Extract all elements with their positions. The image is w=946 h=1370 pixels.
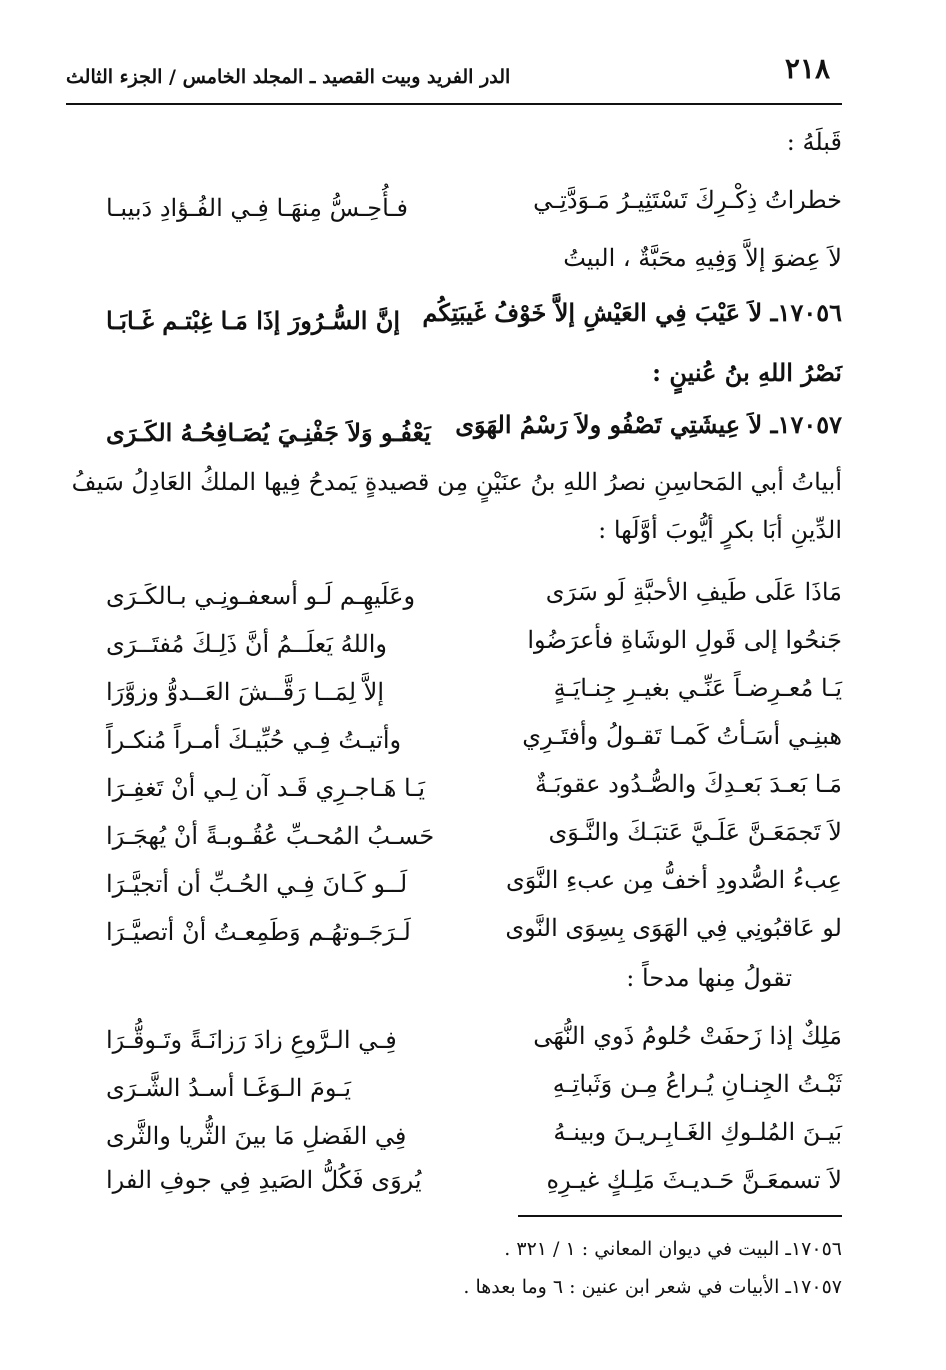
page-header xyxy=(66,44,842,98)
footnote-17057: ١٧٠٥٧ـ الأبيات في شعر ابن عنين : ٦ وما بعدها . xyxy=(463,1276,842,1298)
poem2-verse-4-left: يُروَى فَكُلُّ الصَيدِ فِي جوفِ الفرا xyxy=(106,1166,422,1194)
verse-a-tail: لاَ عِضوَ إلاَّ وَفِيهِ محَبَّةٌ ، البيتُ xyxy=(563,244,842,272)
poem1-verse-3-left: إلاَّ لِمَــا رَقَّــشَ العَــدوُّ وزوَّرَا xyxy=(106,678,384,706)
verse-17056-right: ١٧٠٥٦ـ لاَ عَيْبَ فِي العَيْشِ إلاَّ خَوْفُ غَيبَتِكُم xyxy=(422,298,842,327)
intro-label: قَبلَهُ : xyxy=(786,128,842,156)
footnote-17056: ١٧٠٥٦ـ البيت في ديوان المعاني : ١ / ٣٢١ . xyxy=(504,1238,842,1260)
poet-label: نَصْرُ اللهِ بنُ عُنينٍ : xyxy=(652,358,842,387)
poem1-verse-4-right: هبنِـي أسَـأتُ كَمـا تَقـولُ وأفتَـرِي xyxy=(522,722,842,750)
verse-a-right: خطراتُ ذِكْـرِكَ تَسْتَثِيـرُ مَـوَدَّتِـي xyxy=(533,186,842,214)
poem2-verse-3-left: فِي الفَضلِ مَا بينَ الثُّريا والثَّرى xyxy=(106,1122,407,1150)
poem1-verse-1-left: وعَلَيهِـم لَـو أسعفـونِـي بـالكَـرَى xyxy=(106,582,416,610)
poem2-verse-2-left: يَـومَ الـوَغَـا أسـدُ الشَّـرَى xyxy=(106,1074,352,1102)
poem1-verse-3-right: يَـا مُعـرِضـاً عَنِّـي بغيـرِ جِنـايَـةٍ xyxy=(553,674,842,702)
verse-a-left: فـأُحِـسُّ مِنهَـا فِـي الفُـؤادِ دَبيبـا xyxy=(106,194,408,222)
poem2-verse-1-left: فِـي الـرَّوعِ زادَ رَزانَـةً وتَـوقُّـرَا xyxy=(106,1026,397,1054)
poem1-verse-4-left: وأتيـتُ فِـي حُبِّيـكَ أمـراً مُنكـراً xyxy=(106,726,402,754)
header-divider xyxy=(66,103,842,105)
running-title: الدر الفريد وبيت القصيد ـ المجلد الخامس / الجزء الثالث xyxy=(66,66,511,88)
poem1-verse-2-right: جَنحُوا إلى قَولِ الوشَاةِ فأعرَضُوا xyxy=(527,626,842,654)
praise-label: تقولُ مِنها مدحاً : xyxy=(626,964,792,992)
poem2-verse-3-right: بَيـنَ المُلـوكِ الغَـابِـريـنَ وبينـهُ xyxy=(553,1118,842,1146)
poem1-verse-2-left: واللهُ يَعلَــمُ أنَّ ذَلِـكَ مُفتَــرَى xyxy=(106,630,388,658)
verse-17057-left: يَعْفُـو وَلاَ جَفْنِـيَ يُصَـافِحُـهُ الكَـرَى xyxy=(106,418,431,447)
poem1-verse-7-left: لَــو كَـانَ فِـي الحُـبِّ أن أتجيَّـرَا xyxy=(106,870,408,898)
poem1-verse-1-right: مَاذَا عَلَى طَيفِ الأحبَّةِ لَو سَرَى xyxy=(545,578,842,606)
verse-17056-left: إنَّ السُّـرُورَ إذَا مَـا غِبْتـم غَـابَـا xyxy=(106,306,401,335)
poem1-verse-7-right: عِبءُ الصُّدودِ أخفُّ مِن عبءِ النَّوَى xyxy=(505,866,842,894)
footnote-divider xyxy=(518,1215,842,1217)
poem2-verse-2-right: ثَبْـتُ الجِنـانِ يُـراعُ مِـن وَثَباتِـهِ xyxy=(552,1070,842,1098)
prose-line-1: أبياتُ أبي المَحاسِنِ نصرُ اللهِ بنُ عنَيْنٍ مِن قصيدةٍ يَمدحُ فِيها الملكُ العَادِلُ سَيفُ xyxy=(71,468,842,496)
page-number: ٢١٨ xyxy=(784,52,830,85)
poem1-verse-6-right: لاَ تَجمَعَـنَّ عَلَـيَّ عَتبَـكَ والنَّـوَى xyxy=(548,818,842,846)
poem1-verse-5-right: مَـا بَعـدَ بَعـدِكَ والصُّـدُود عقوبَـةٌ xyxy=(535,770,842,798)
poem2-verse-1-right: مَلِكٌ إذا زَحفَتْ حُلومُ ذَوي النُّهَى xyxy=(533,1022,842,1050)
poem1-verse-5-left: يَـا هَـاجـرِي قَـد آن لِـي أنْ تَغفِـرَا xyxy=(106,774,426,802)
poem2-verse-4-right: لاَ تسمعَـنَّ حَـديـثَ مَلِـكٍ غيـرِهِ xyxy=(546,1166,842,1194)
poem1-verse-8-left: لَـرَجَـوتهُـم وَطَمِعـتُ أنْ أتصيَّـرَا xyxy=(106,918,411,946)
poem1-verse-8-right: لو عَاقبُونِي فِي الهَوَى بِسِوَى النَّوى xyxy=(505,914,842,942)
poem1-verse-6-left: حَسـبُ المُحـبِّ عُقُـوبـةً أنْ يُهجَـرَا xyxy=(106,822,435,850)
verse-17057-right: ١٧٠٥٧ـ لاَ عِيشَتِي تَصْفُو ولاَ رَسْمُ الهَوَى xyxy=(455,410,842,439)
prose-line-2: الدِّينِ أبَا بكرٍ أيُّوبَ أوَّلَها : xyxy=(598,516,842,544)
